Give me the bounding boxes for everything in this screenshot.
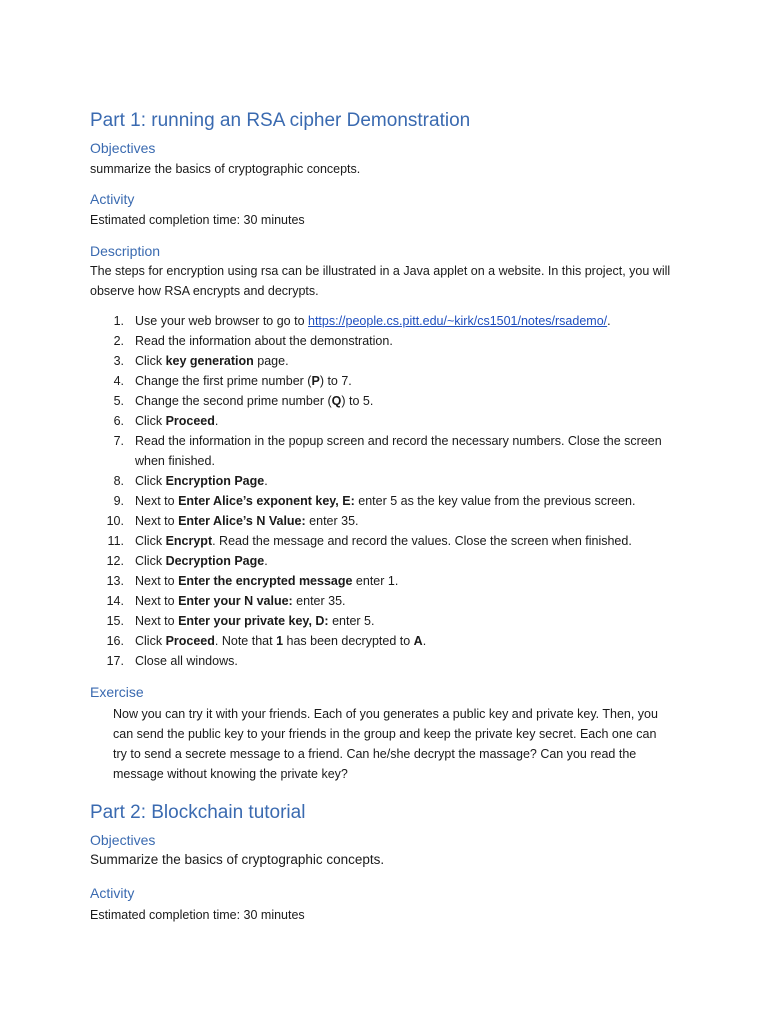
step-text: has been decrypted to (283, 634, 414, 648)
part1-description-text: The steps for encryption using rsa can be illustrated in a Java applet on a website. In this project, you will observe how RSA encrypts and decrypts. (90, 264, 671, 298)
step-text: Click (135, 414, 166, 428)
step-bold-text: Enter Alice’s N Value: (178, 514, 306, 528)
step-item (90, 551, 685, 571)
step-item (90, 331, 685, 351)
step-text: Next to (135, 594, 179, 608)
step-bold-text: Enter the encrypted message (178, 574, 353, 588)
step-item (90, 591, 685, 611)
step-number: 17. (106, 654, 124, 668)
step-number: 14. (106, 594, 124, 608)
step-item (90, 351, 685, 371)
step-bold-text: key generation (165, 354, 254, 368)
step-bold-text: A (413, 634, 423, 648)
step-bold-text: Proceed (165, 414, 215, 428)
step-text: Next to (135, 494, 179, 508)
part1-title: Part 1: running an RSA cipher Demonstration (90, 110, 471, 131)
step-text: . (264, 474, 268, 488)
step-text: Click (135, 354, 166, 368)
step-text: . (422, 634, 427, 648)
step-bold-text: Encrypt (165, 534, 213, 548)
step-item (90, 391, 685, 411)
step-text: page. (253, 354, 289, 368)
step-text: Next to (135, 574, 179, 588)
step-item (90, 531, 685, 551)
step-number: 11. (107, 534, 124, 548)
step-text: Click (135, 474, 166, 488)
step-bold-text: Enter your private key, D: (178, 614, 329, 628)
step-text: Change the second prime number ( (135, 394, 332, 408)
step-text: Click (135, 534, 166, 548)
step-item (90, 471, 685, 491)
step-number: 2. (113, 334, 124, 348)
step-item (90, 411, 685, 431)
part2-activity-heading: Activity (90, 885, 135, 901)
step-item (90, 431, 685, 471)
step-number: 7. (113, 434, 124, 448)
step-text: enter 5 as the key value from the previous screen. (354, 494, 636, 508)
step-text: Change the first prime number ( (135, 374, 312, 388)
step-text: Next to (135, 514, 179, 528)
step-number: 8. (113, 474, 124, 488)
step-number: 6. (113, 414, 124, 428)
step-number: 5. (113, 394, 124, 408)
step-bold-text: Enter your N value: (178, 594, 293, 608)
step-bold-text: Proceed (165, 634, 215, 648)
part1-exercise-text: Now you can try it with your friends. Each of you generates a public key and private key. Then, you can send the public key to your friends in the group and keep the private key secret. Each one can try to send a secrete message to a friend. Can he/she decrypt the massage? Can you read the message without knowing the private key? (113, 707, 658, 781)
step-number: 1. (113, 314, 124, 328)
part2-objectives-heading: Objectives (90, 832, 156, 848)
step-bold-text: Q (331, 394, 342, 408)
step-number: 12. (106, 554, 124, 568)
step-text: ) to 5. (341, 394, 374, 408)
rsa-demo-link[interactable]: https://people.cs.pitt.edu/~kirk/cs1501/notes/rsademo/ (308, 314, 608, 328)
step-text: Click (135, 554, 166, 568)
part2-activity-text: Estimated completion time: 30 minutes (90, 908, 305, 922)
step-number: 15. (106, 614, 124, 628)
step-item (90, 311, 685, 331)
step-text: . Read the message and record the values. Close the screen when finished. (212, 534, 632, 548)
step-number: 13. (106, 574, 124, 588)
step-bold-text: Encryption Page (165, 474, 265, 488)
step-bold-text: P (311, 374, 320, 388)
step-number: 4. (113, 374, 124, 388)
step-item (90, 611, 685, 631)
part2-objectives-text: Summarize the basics of cryptographic concepts. (90, 852, 385, 867)
part1-activity-text: Estimated completion time: 30 minutes (90, 213, 305, 227)
step-text: Click (135, 634, 166, 648)
step-number: 16. (106, 634, 124, 648)
step-item (90, 651, 685, 671)
step-text: Read the information about the demonstration. (135, 334, 393, 348)
step-text: . (214, 414, 219, 428)
step-item (90, 371, 685, 391)
step-number: 10. (106, 514, 124, 528)
step-text: Use your web browser to go to (135, 314, 308, 328)
step-text: enter 35. (305, 514, 359, 528)
step-text: Read the information in the popup screen and record the necessary numbers. Close the screen when finished. (135, 434, 662, 468)
step-text: . (607, 314, 611, 328)
part2-title: Part 2: Blockchain tutorial (90, 802, 306, 823)
step-text: Close all windows. (135, 654, 238, 668)
step-text: enter 1. (352, 574, 399, 588)
part1-objectives-heading: Objectives (90, 140, 156, 156)
step-item (90, 571, 685, 591)
step-item (90, 511, 685, 531)
part1-objectives-text: summarize the basics of cryptographic concepts. (90, 162, 361, 176)
step-text: enter 35. (292, 594, 346, 608)
step-text: ) to 7. (319, 374, 352, 388)
step-number: 3. (113, 354, 124, 368)
step-text: enter 5. (328, 614, 375, 628)
step-item (90, 631, 685, 651)
step-number: 9. (113, 494, 124, 508)
step-text: Next to (135, 614, 179, 628)
step-text: . Note that (214, 634, 277, 648)
part1-exercise-heading: Exercise (90, 684, 144, 700)
part1-description-heading: Description (90, 243, 161, 259)
step-bold-text: Decryption Page (165, 554, 265, 568)
step-text: . (264, 554, 268, 568)
step-bold-text: 1 (276, 634, 284, 648)
steps-list (90, 311, 690, 671)
step-bold-text: Enter Alice’s exponent key, E: (178, 494, 355, 508)
part1-activity-heading: Activity (90, 191, 135, 207)
step-item (90, 491, 685, 511)
